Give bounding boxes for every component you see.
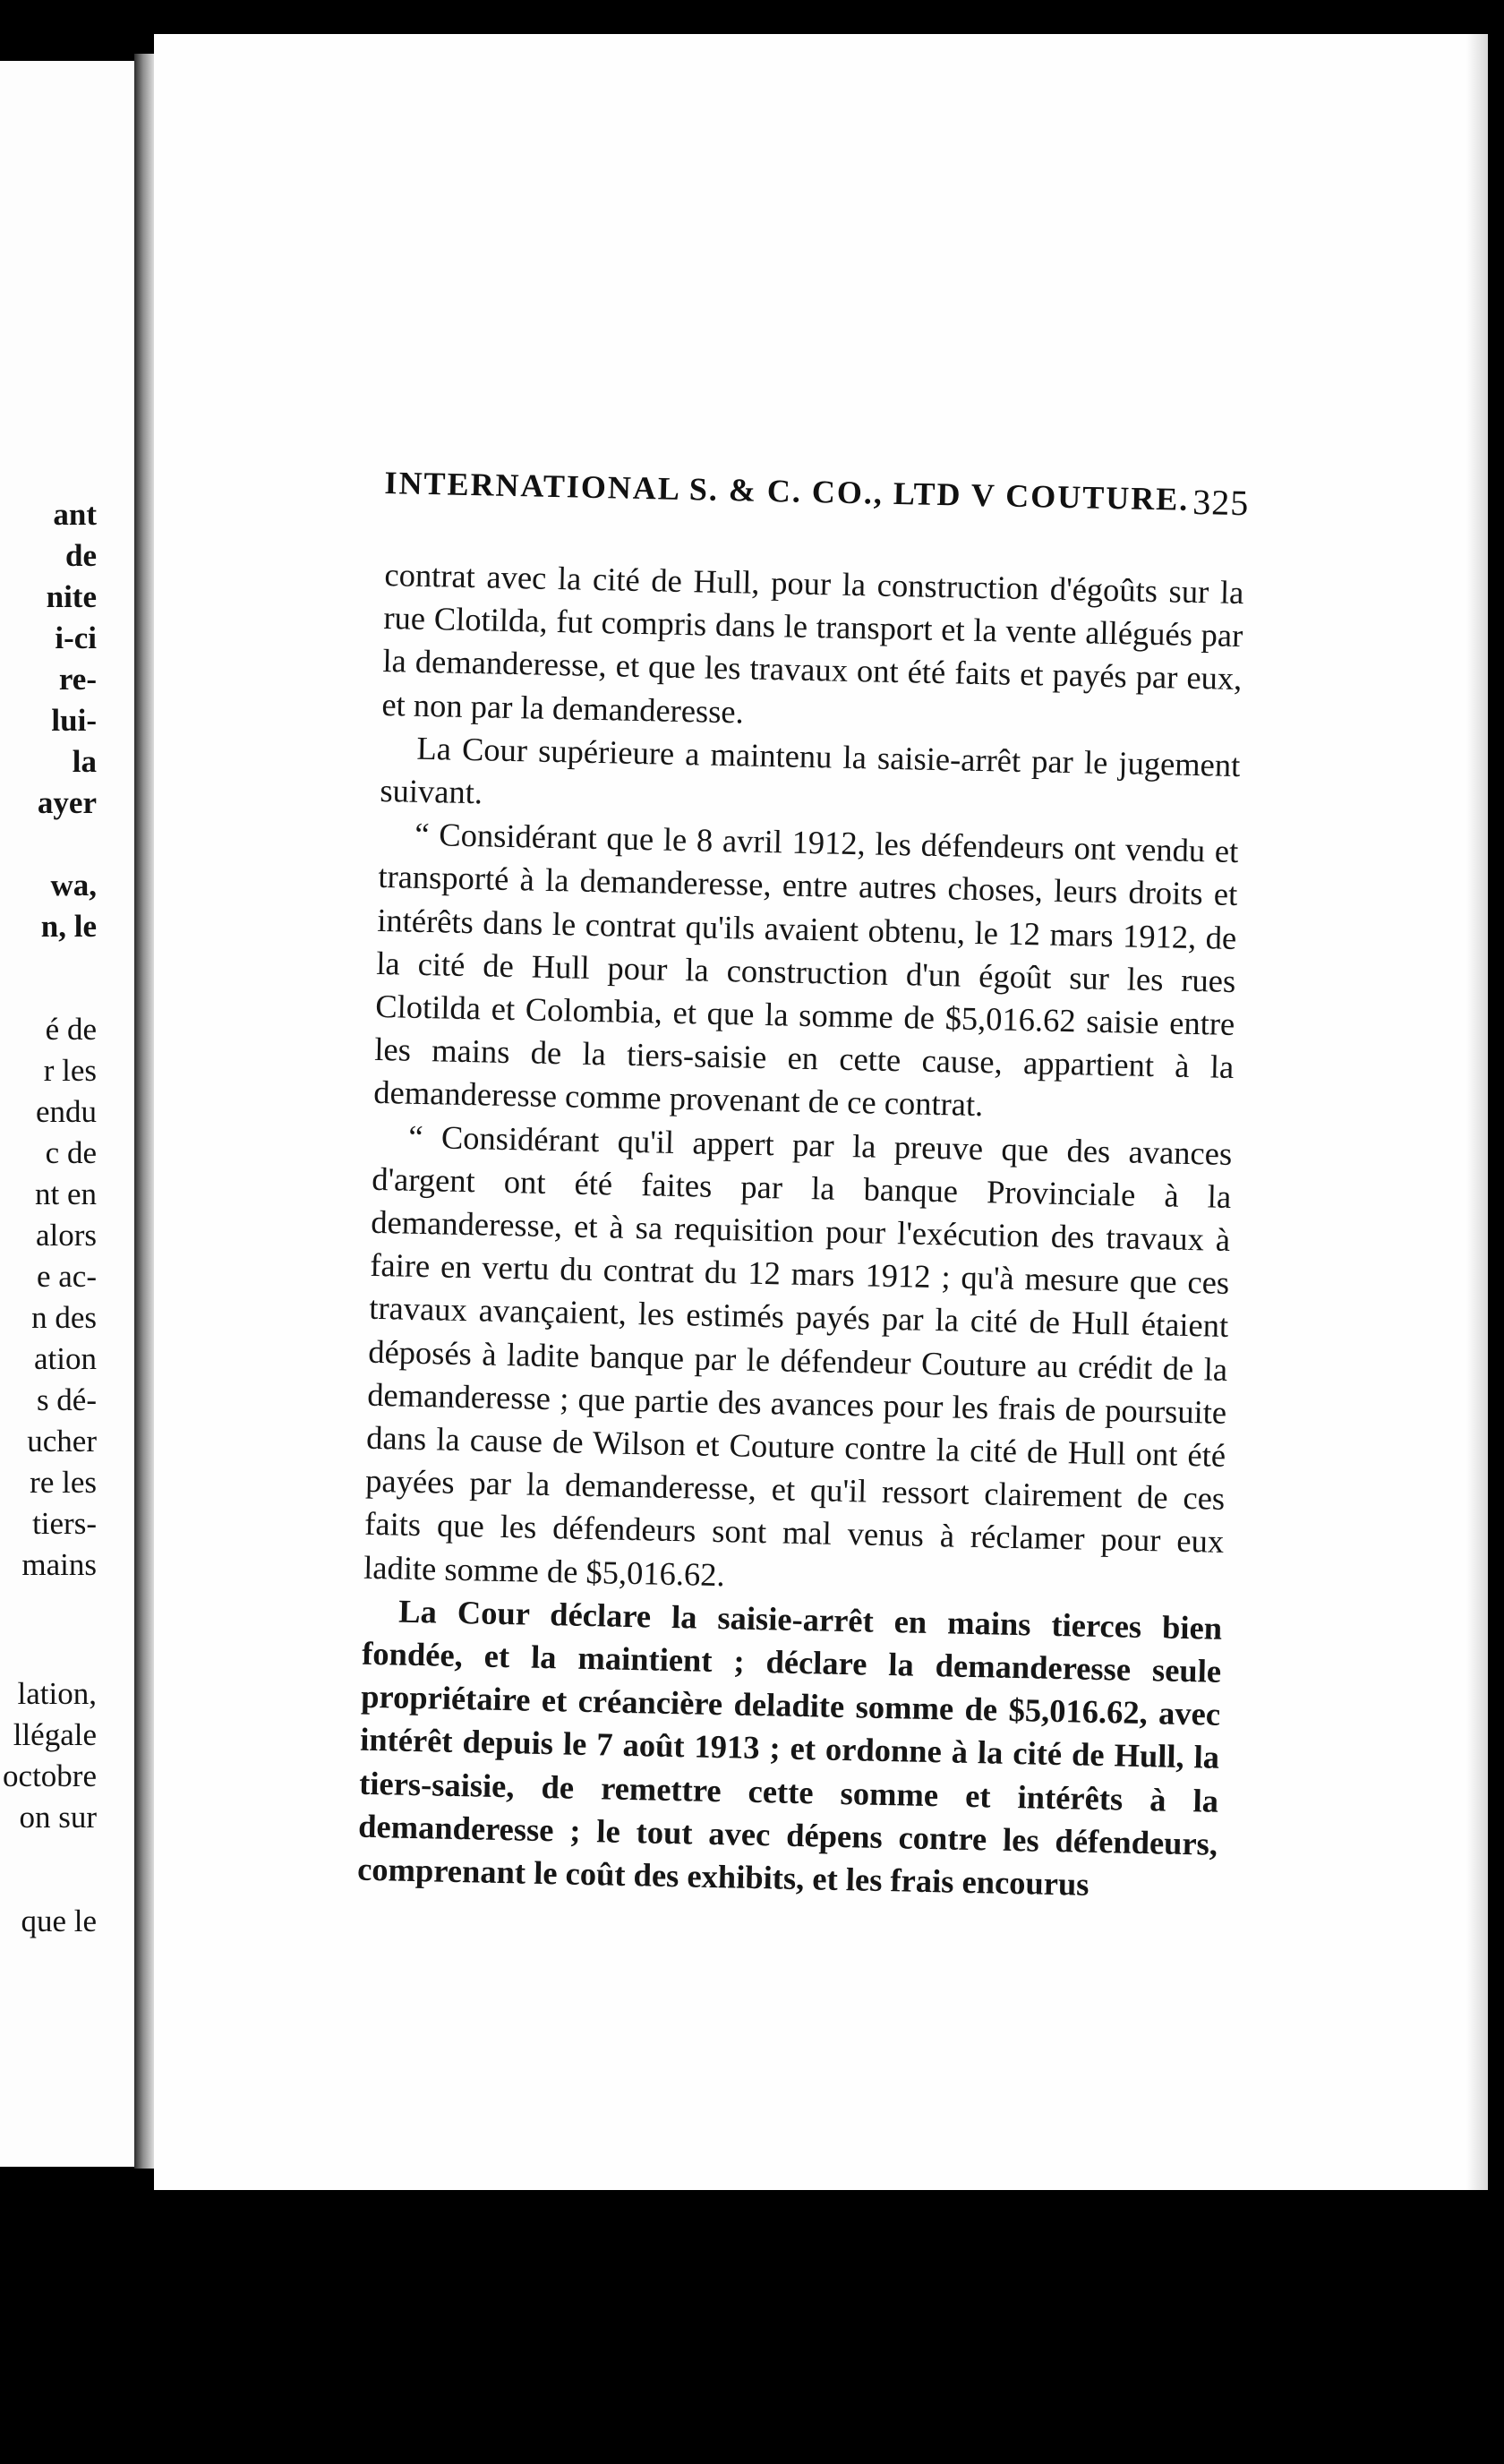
left-fragment: ation	[34, 1341, 97, 1376]
left-fragment: alors	[35, 1218, 97, 1253]
left-fragment: re-	[58, 662, 97, 697]
left-fragment: e ac-	[36, 1259, 97, 1294]
left-fragment: octobre	[3, 1758, 97, 1793]
left-fragment: wa,	[50, 868, 97, 903]
left-fragment: tiers-	[32, 1506, 97, 1541]
left-fragment: lui-	[51, 703, 97, 738]
left-fragment: ayer	[37, 785, 97, 820]
left-fragment: s dé-	[36, 1382, 97, 1417]
left-fragment: de	[65, 538, 97, 573]
left-fragment: ucher	[27, 1424, 97, 1459]
left-fragment: mains	[21, 1547, 97, 1582]
paragraph: “ Considérant qu'il appert par la preuve que des avances d'argent ont été faites par la banque Provinciale à la demanderesse, et à sa requisition pour l'exécution des travaux à faire en vertu du contrat du 12 mars 1912 ; qu'à mesure que ces travaux avançaient, les estimés payés par la cité de Hull étaient déposés à ladite banque par le défendeur Couture au crédit de la demanderesse ; que partie des avances pour les frais de poursuite dans la cause de Wilson et Couture contre la cité de Hull ont été payées par la demanderesse, et qu'il ressort clairement de ces faits que les défendeurs sont mal venus à réclamer pour eux ladite somme de $5,016.62.	[363, 1117, 1233, 1593]
left-fragment: i-ci	[55, 620, 97, 655]
running-title: INTERNATIONAL S. & C. CO., LTD V COUTURE.	[384, 464, 1190, 518]
page-number: 325	[1192, 481, 1250, 524]
left-fragment: la	[72, 744, 97, 779]
body-text	[357, 553, 1244, 1909]
left-fragment: é de	[45, 1012, 97, 1047]
running-header	[384, 464, 1250, 524]
left-page	[0, 61, 134, 2167]
left-fragment: que le	[21, 1904, 97, 1938]
left-fragment: nite	[46, 579, 97, 614]
left-fragment: lation,	[17, 1676, 97, 1711]
right-page	[154, 34, 1488, 2190]
paragraph: La Cour supérieure a maintenu la saisie-arrêt par le jugement suivant.	[380, 729, 1241, 811]
paragraph: La Cour déclare la saisie-arrêt en mains tierces bien fondée, et la maintient ; déclare la demanderesse seule propriétaire et créancière deladite somme de $5,016.62, avec intérêt depuis le 7 août 1913 ; et ordonne à la cité de Hull, la tiers-saisie, de remettre cette somme et intérêts à la demanderesse ; le tout avec dépens contre les défendeurs, comprenant le coût des exhibits, et les frais encourus	[356, 1592, 1223, 1903]
left-fragment: r les	[43, 1053, 97, 1088]
left-fragment: re les	[30, 1465, 97, 1500]
left-fragment: ant	[53, 497, 97, 532]
left-fragment: c de	[45, 1135, 97, 1170]
paragraph: contrat avec la cité de Hull, pour la construction d'égoûts sur la rue Clotilda, fut compris dans le transport et la vente allégués par la demanderesse, et que les travaux ont été faits et payés par eux, et non par la demanderesse.	[381, 555, 1244, 731]
paragraph: “ Considérant que le 8 avril 1912, les défendeurs ont vendu et transporté à la demanderesse, entre autres choses, leurs droits et intérêts dans le contrat qu'ils avaient obtenu, le 12 mars 1912, de la cité de Hull pour la construction d'un égoût sur les rues Clotilda et Colombia, et que la somme de $5,016.62 saisie entre les mains de la tiers-saisie en cette cause, appartient à la demanderesse comme provenant de ce contrat.	[372, 815, 1239, 1124]
left-fragment: n, le	[40, 909, 97, 944]
left-fragment: n des	[31, 1300, 97, 1335]
left-fragment: nt en	[34, 1176, 97, 1211]
left-fragment: endu	[35, 1094, 97, 1129]
left-fragment: llégale	[13, 1717, 97, 1752]
left-fragment: on sur	[19, 1800, 97, 1835]
book-gutter	[134, 54, 154, 2169]
